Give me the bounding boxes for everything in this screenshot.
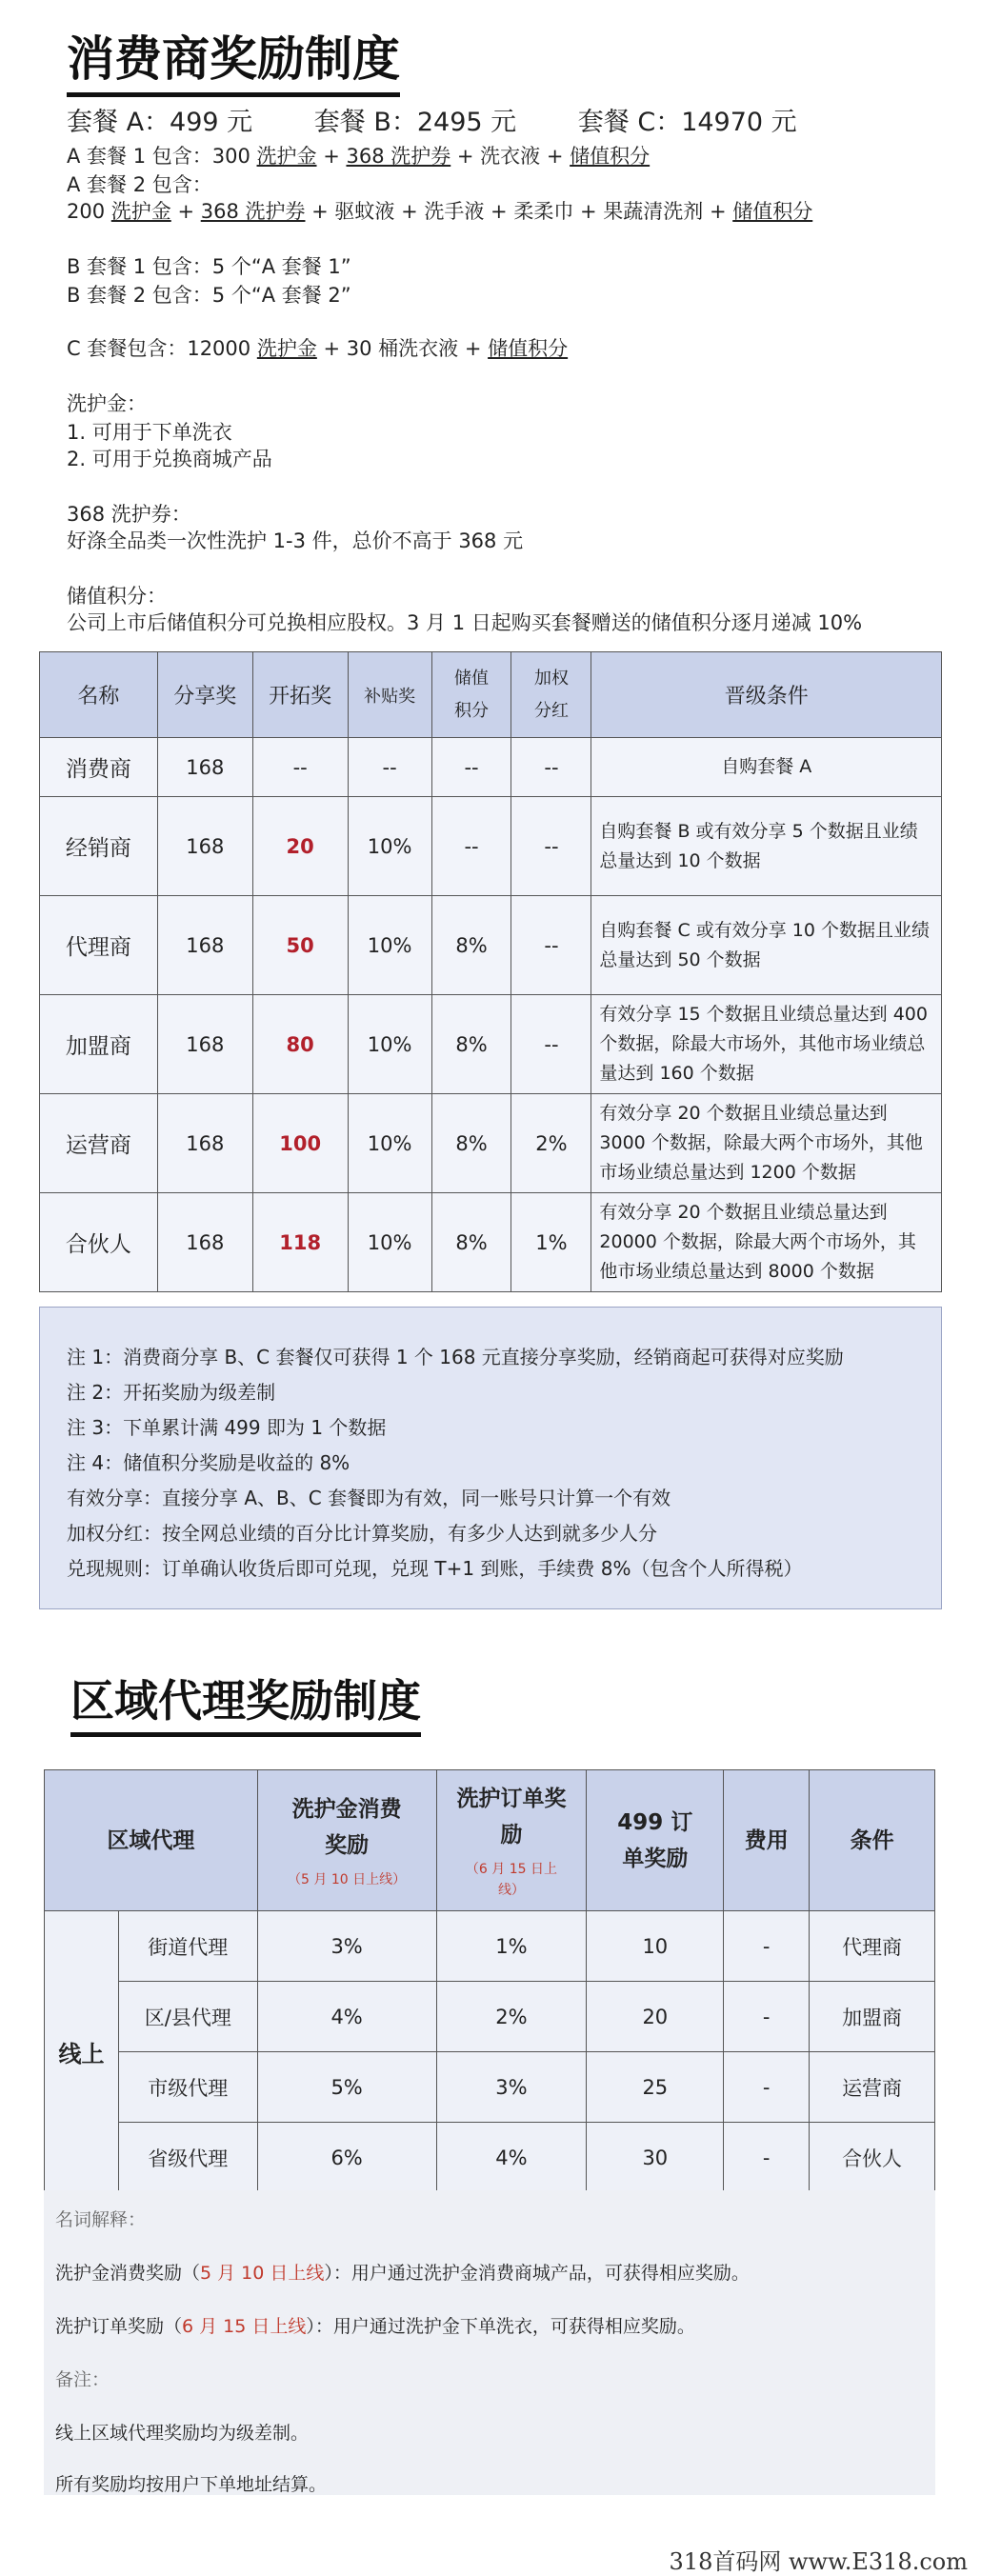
a1-plus: + [316,145,347,168]
cell-condition: 加盟商 [810,1982,935,2052]
package-b-price: 套餐 B：2495 元 [313,108,517,137]
gold-title: 洗护金： [67,392,147,415]
points-title: 储值积分： [67,585,167,608]
a1-points-link: 储值积分 [570,145,651,168]
table-row [40,1094,942,1193]
a1-coupon-link: 368 洗护券 [346,145,451,168]
c-mid: + 30 桶洗衣液 + [316,337,489,360]
b2-contents: B 套餐 2 包含：5 个“A 套餐 2” [67,284,351,307]
note-valid-share: 有效分享：直接分享 A、B、C 套餐即为有效，同一账号只计算一个有效 [67,1487,671,1509]
cell-condition: 自购套餐 B 或有效分享 5 个数据且业绩总量达到 10 个数据 [591,797,942,896]
note-redeem-rule: 兑现规则：订单确认收货后即可兑现，兑现 T+1 到账，手续费 8%（包含个人所得税） [67,1557,803,1580]
glossary-gold-date: 5 月 10 日上线 [200,2263,325,2284]
cell-499: 20 [587,1982,724,2052]
section-title-text: 区域代理奖励制度 [70,1675,421,1727]
header-bonus: 加权分红 [511,652,591,738]
header-condition: 条件 [810,1770,935,1911]
note-1: 注 1：消费商分享 B、C 套餐仅可获得 1 个 168 元直接分享奖励，经销商起可获得对应奖励 [67,1346,844,1368]
cell-points: 8% [431,896,511,995]
cell-bonus: -- [511,738,591,797]
cell-499: 25 [587,2052,724,2123]
header-gold-text: 洗护金消费奖励 [291,1796,402,1858]
note-3: 注 3：下单累计满 499 即为 1 个数据 [67,1416,387,1439]
cell-online: 线上 [45,1911,119,2193]
glossary-order-a: 洗护订单奖励（ [55,2316,183,2337]
header-condition: 晋级条件 [591,652,942,738]
glossary-order [55,2312,695,2338]
cell-name: 运营商 [40,1094,158,1193]
cell-order: 1% [436,1911,587,1982]
cell-gold: 3% [257,1911,436,1982]
cell-share: 168 [157,995,252,1094]
a2-mid: + 驱蚊液 + 洗手液 + 柔柔巾 + 果蔬清洗剂 + [305,200,733,223]
cell-subsidy: 10% [348,896,431,995]
gold-use-1: 1. 可用于下单洗衣 [67,421,232,444]
package-c-price: 套餐 C：14970 元 [577,108,797,137]
cell-condition: 自购套餐 C 或有效分享 10 个数据且业绩总量达到 50 个数据 [591,896,942,995]
table-header-row [45,1770,935,1911]
cell-level: 市级代理 [118,2052,257,2123]
c-contents [67,333,568,362]
a2-contents [67,196,812,225]
a2-points-link: 储值积分 [732,200,813,223]
cell-condition: 有效分享 20 个数据且业绩总量达到 3000 个数据，除最大两个市场外，其他市场业绩总量达到 1200 个数据 [591,1094,942,1193]
watermark-footer: 318首码网 www.E318.com [669,2548,968,2575]
cell-points: -- [431,797,511,896]
header-region: 区域代理 [45,1770,258,1911]
cell-order: 3% [436,2052,587,2123]
cell-fee: - [724,2123,810,2193]
cell-expand: 80 [252,995,348,1094]
cell-bonus: 1% [511,1193,591,1292]
glossary-gold [55,2259,750,2285]
table-row [45,2123,935,2193]
cell-expand: 20 [252,797,348,896]
cell-name: 加盟商 [40,995,158,1094]
cell-order: 4% [436,2123,587,2193]
note-4: 注 4：储值积分奖励是收益的 8% [67,1451,350,1474]
table-row [40,995,942,1094]
table-row [45,1911,935,1982]
header-499-reward: 499 订单奖励 [587,1770,724,1911]
cell-name: 经销商 [40,797,158,896]
remark-title: 备注： [55,2369,110,2390]
a2-gold-link: 洗护金 [110,200,171,223]
table-row [40,1193,942,1292]
glossary-order-date: 6 月 15 日上线 [182,2316,307,2337]
cell-name: 代理商 [40,896,158,995]
remark-1: 线上区域代理奖励均为级差制。 [55,2423,310,2444]
cell-expand: 50 [252,896,348,995]
cell-level: 省级代理 [118,2123,257,2193]
header-share: 分享奖 [157,652,252,738]
cell-share: 168 [157,896,252,995]
remark-2: 所有奖励均按用户下单地址结算。 [55,2474,328,2495]
cell-name: 合伙人 [40,1193,158,1292]
package-a-price: 套餐 A：499 元 [67,108,253,137]
cell-fee: - [724,1982,810,2052]
cell-points: -- [431,738,511,797]
glossary-title: 名词解释： [55,2209,147,2230]
cell-499: 30 [587,2123,724,2193]
a2-coupon-link: 368 洗护券 [200,200,306,223]
cell-share: 168 [157,797,252,896]
cell-share: 168 [157,738,252,797]
cell-bonus: -- [511,995,591,1094]
header-expand: 开拓奖 [252,652,348,738]
cell-condition: 有效分享 15 个数据且业绩总量达到 400 个数据，除最大市场外，其他市场业绩总量达到 160 个数据 [591,995,942,1094]
header-order-reward [436,1770,587,1911]
cell-subsidy: -- [348,738,431,797]
cell-points: 8% [431,995,511,1094]
cell-gold: 5% [257,2052,436,2123]
points-desc: 公司上市后储值积分可兑换相应股权。3 月 1 日起购买套餐赠送的储值积分逐月递减 10% [67,611,863,634]
cell-condition: 运营商 [810,2052,935,2123]
rank-reward-table [39,651,942,1292]
a2-prefix: 200 [67,200,111,223]
b1-contents: B 套餐 1 包含：5 个“A 套餐 1” [67,255,351,278]
table-row [45,2052,935,2123]
cell-gold: 4% [257,1982,436,2052]
cell-name: 消费商 [40,738,158,797]
cell-condition: 代理商 [810,1911,935,1982]
cell-level: 区/县代理 [118,1982,257,2052]
cell-bonus: -- [511,896,591,995]
table-header-row [40,652,942,738]
cell-order: 2% [436,1982,587,2052]
a1-prefix: A 套餐 1 包含：300 [67,145,257,168]
cell-level: 街道代理 [118,1911,257,1982]
cell-expand: -- [252,738,348,797]
gold-use-2: 2. 可用于兑换商城产品 [67,448,272,470]
coupon-desc: 好涤全品类一次性洗护 1-3 件，总价不高于 368 元 [67,529,524,552]
cell-share: 168 [157,1094,252,1193]
cell-condition: 合伙人 [810,2123,935,2193]
table-row [40,738,942,797]
section-title [70,1667,421,1729]
c-points-link: 储值积分 [488,337,569,360]
glossary-order-b: ）：用户通过洗护金下单洗衣，可获得相应奖励。 [306,2316,695,2337]
header-subsidy: 补贴奖 [348,652,431,738]
page-title [67,21,400,90]
note-weighted-bonus: 加权分红：按全网总业绩的百分比计算奖励，有多少人达到就多少人分 [67,1522,657,1545]
cell-subsidy: 10% [348,1193,431,1292]
glossary-gold-a: 洗护金消费奖励（ [55,2263,201,2284]
glossary-box [44,2190,935,2495]
cell-condition: 自购套餐 A [591,738,942,797]
header-order-launch: （6 月 15 日上线） [465,1861,557,1898]
title-underline [70,1732,421,1737]
cell-fee: - [724,2052,810,2123]
cell-expand: 118 [252,1193,348,1292]
cell-subsidy: 10% [348,1094,431,1193]
header-gold-reward [257,1770,436,1911]
cell-bonus: -- [511,797,591,896]
table-row [40,896,942,995]
coupon-title: 368 洗护券： [67,503,191,526]
cell-expand: 100 [252,1094,348,1193]
a1-mid: + 洗衣液 + [450,145,571,168]
a1-gold-link: 洗护金 [256,145,317,168]
page-title-text: 消费商奖励制度 [67,31,400,87]
header-fee: 费用 [724,1770,810,1911]
a2-label: A 套餐 2 包含： [67,173,212,196]
cell-points: 8% [431,1193,511,1292]
header-gold-launch: （5 月 10 日上线） [288,1871,407,1887]
cell-points: 8% [431,1094,511,1193]
header-name: 名称 [40,652,158,738]
glossary-gold-b: ）：用户通过洗护金消费商城产品，可获得相应奖励。 [324,2263,750,2284]
a2-plus: + [170,200,201,223]
a1-contents [67,141,650,170]
c-gold-link: 洗护金 [256,337,317,360]
cell-499: 10 [587,1911,724,1982]
table-row [45,1982,935,2052]
cell-share: 168 [157,1193,252,1292]
c-prefix: C 套餐包含：12000 [67,337,257,360]
cell-fee: - [724,1911,810,1982]
cell-gold: 6% [257,2123,436,2193]
title-underline [67,92,400,97]
header-order-text: 洗护订单奖励 [456,1786,567,1847]
cell-condition: 有效分享 20 个数据且业绩总量达到 20000 个数据，除最大两个市场外，其他市场业绩总量达到 8000 个数据 [591,1193,942,1292]
regional-agent-table [44,1769,935,2193]
table-row [40,797,942,896]
note-2: 注 2：开拓奖励为级差制 [67,1381,276,1404]
cell-bonus: 2% [511,1094,591,1193]
header-points: 储值积分 [431,652,511,738]
package-prices [67,101,851,138]
cell-subsidy: 10% [348,995,431,1094]
notes-box [39,1307,942,1609]
cell-subsidy: 10% [348,797,431,896]
